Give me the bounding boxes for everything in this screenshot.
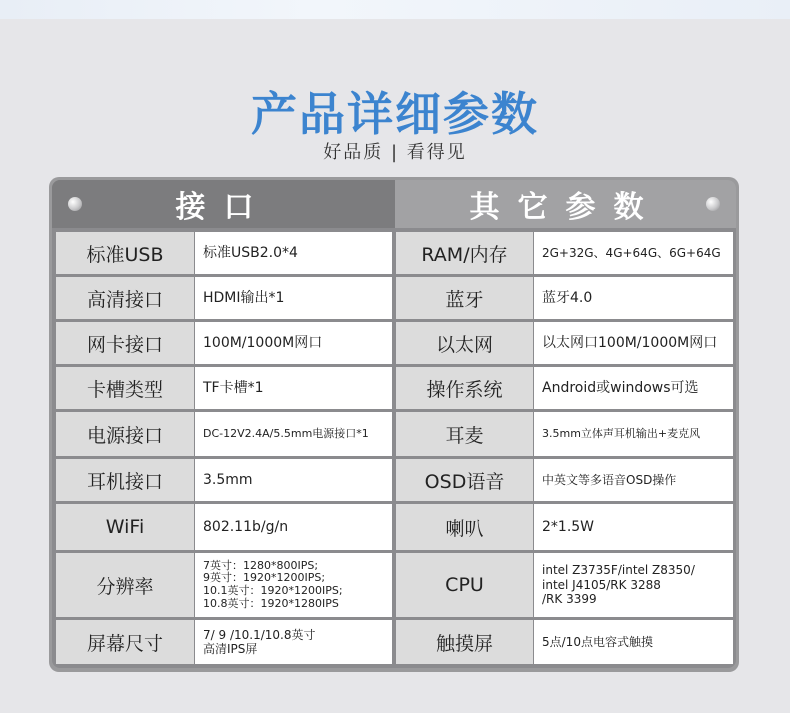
- row-label: 屏幕尺寸: [56, 620, 194, 664]
- row-label: 触摸屏: [396, 620, 533, 664]
- row-value: 2G+32G、4G+64G、6G+64G: [534, 232, 733, 274]
- row-value: 2*1.5W: [534, 504, 733, 550]
- row-label: 高清接口: [56, 277, 194, 319]
- table-row: [52, 322, 736, 364]
- table-row: [52, 459, 736, 501]
- dot-icon: [68, 197, 82, 211]
- other-params-header: [395, 180, 736, 228]
- row-label: CPU: [396, 553, 533, 617]
- table-row: [52, 412, 736, 456]
- row-label: 耳麦: [396, 412, 533, 456]
- interface-header-label: 接口: [175, 190, 272, 225]
- table-row: [52, 553, 736, 617]
- row-value: 3.5mm: [195, 459, 392, 501]
- row-value: 标准USB2.0*4: [195, 232, 392, 274]
- table-row: [52, 277, 736, 319]
- row-label: 以太网: [396, 322, 533, 364]
- row-label: 分辨率: [56, 553, 194, 617]
- table-row: [52, 620, 736, 664]
- dot-icon: [706, 197, 720, 211]
- row-value: 以太网口100M/1000M网口: [534, 322, 733, 364]
- other-params-header-label: 其它参数: [469, 190, 662, 225]
- row-label: 蓝牙: [396, 277, 533, 319]
- page-subtitle: 好品质 | 看得见: [323, 142, 467, 163]
- row-value: 7/ 9 /10.1/10.8英寸 高清IPS屏: [195, 620, 392, 664]
- row-label: 耳机接口: [56, 459, 194, 501]
- row-label: WiFi: [56, 504, 194, 550]
- row-label: 标准USB: [56, 232, 194, 274]
- row-label: OSD语音: [396, 459, 533, 501]
- interface-header: [52, 180, 395, 228]
- row-label: 喇叭: [396, 504, 533, 550]
- row-value: 蓝牙4.0: [534, 277, 733, 319]
- row-value: 5点/10点电容式触摸: [534, 620, 733, 664]
- table-row: [52, 367, 736, 409]
- row-label: 网卡接口: [56, 322, 194, 364]
- row-value: 100M/1000M网口: [195, 322, 392, 364]
- row-label: RAM/内存: [396, 232, 533, 274]
- row-value: HDMI输出*1: [195, 277, 392, 319]
- row-label: 卡槽类型: [56, 367, 194, 409]
- top-banner-strip: [0, 0, 790, 19]
- row-value: DC-12V2.4A/5.5mm电源接口*1: [195, 412, 392, 456]
- row-value: TF卡槽*1: [195, 367, 392, 409]
- table-row: [52, 232, 736, 274]
- page-title: 产品详细参数: [251, 87, 539, 141]
- row-value: 7英寸：1280*800IPS; 9英寸：1920*1200IPS; 10.1英寸：1920*1200IPS; 10.8英寸：1920*1280IPS: [195, 553, 392, 617]
- row-value: Android或windows可选: [534, 367, 733, 409]
- spec-table: [52, 180, 736, 668]
- row-value: 802.11b/g/n: [195, 504, 392, 550]
- row-label: 电源接口: [56, 412, 194, 456]
- row-value: 中英文等多语音OSD操作: [534, 459, 733, 501]
- row-value: 3.5mm立体声耳机输出+麦克风: [534, 412, 733, 456]
- table-row: [52, 504, 736, 550]
- row-label: 操作系统: [396, 367, 533, 409]
- row-value: intel Z3735F/intel Z8350/ intel J4105/RK 3288 /RK 3399: [534, 553, 733, 617]
